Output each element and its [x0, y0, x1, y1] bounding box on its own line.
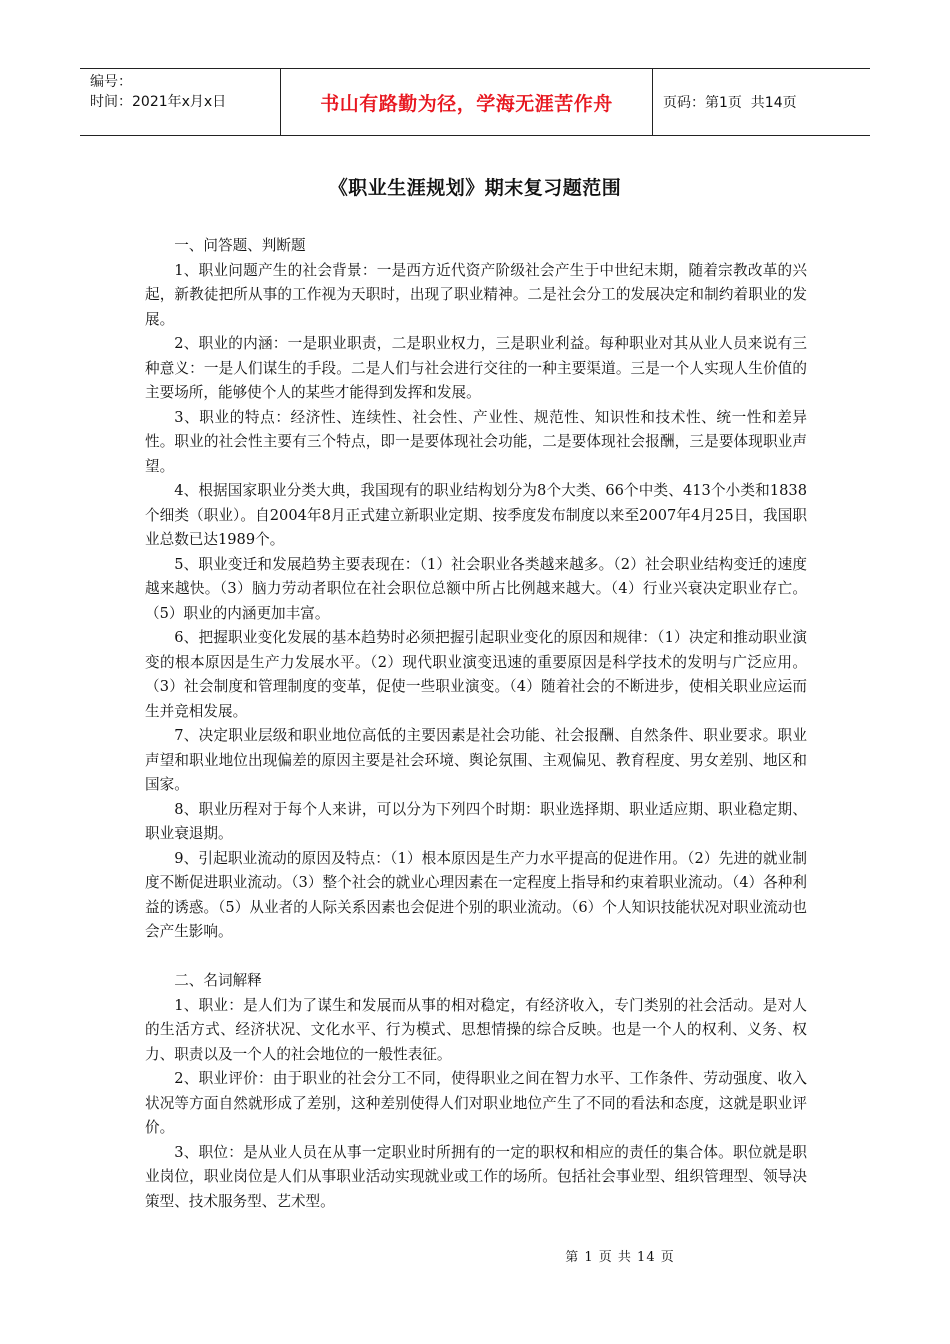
paragraph: 3、职业的特点：经济性、连续性、社会性、产业性、规范性、知识性和技术性、统一性和差异性。职业的社会性主要有三个特点，即一是要体现社会功能，二是要体现社会报酬，三是要体现职业声望。 [145, 408, 807, 475]
document-title: 《职业生涯规划》期末复习题范围 [328, 177, 622, 199]
document-date: 时间：2021年x月x日 [90, 94, 227, 110]
document-number-label: 编号： [90, 74, 132, 90]
paragraph: 2、职业评价：由于职业的社会分工不同，使得职业之间在智力水平、工作条件、劳动强度、收入状况等方面自然就形成了差别，这种差别使得人们对职业地位产生了不同的看法和态度，这就是职业评价。 [145, 1070, 807, 1136]
paragraph: 7、决定职业层级和职业地位高低的主要因素是社会功能、社会报酬、自然条件、职业要求。职业声望和职业地位出现偏差的原因主要是社会环境、舆论氛围、主观偏见、教育程度、男女差别、地区和国家。 [145, 727, 807, 793]
document-body [145, 234, 807, 1214]
section-heading: 二、名词解释 [174, 972, 262, 989]
header-page-info [653, 69, 870, 135]
page-footer: 第 1 页 共 14 页 [565, 1250, 675, 1265]
paragraph: 1、职业：是人们为了谋生和发展而从事的相对稳定，有经济收入，专门类别的社会活动。是对人的生活方式、经济状况、文化水平、行为模式、思想情操的综合反映。也是一个人的权利、义务、权力、职责以及一个人的社会地位的一般性表征。 [145, 996, 807, 1063]
paragraph: 5、职业变迁和发展趋势主要表现在：（1）社会职业各类越来越多。（2）社会职业结构变迁的速度越来越快。（3）脑力劳动者职位在社会职位总额中所占比例越来越大。（4）行业兴衰决定职业存亡。（5）职业的内涵更加丰富。 [145, 555, 807, 622]
paragraph: 8、职业历程对于每个人来讲，可以分为下列四个时期：职业选择期、职业适应期、职业稳定期、职业衰退期。 [145, 800, 807, 842]
paragraph: 6、把握职业变化发展的基本趋势时必须把握引起职业变化的原因和规律：（1）决定和推动职业演变的根本原因是生产力发展水平。（2）现代职业演变迅速的重要原因是科学技术的发明与广泛应用。（3）社会制度和管理制度的变革，促使一些职业演变。（4）随着社会的不断进步，使相关职业应运而生并竞相发展。 [145, 629, 807, 720]
page-info-text: 页码：第1页 共14页 [663, 95, 797, 111]
header-meta [80, 69, 281, 135]
paragraph: 9、引起职业流动的原因及特点：（1）根本原因是生产力水平提高的促进作用。（2）先进的就业制度不断促进职业流动。（3）整个社会的就业心理因素在一定程度上指导和约束着职业流动。（4）各种利益的诱惑。（5）从业者的人际关系因素也会促进个别的职业流动。（6）个人知识技能状况对职业流动也会产生影响。 [145, 849, 807, 940]
paragraph: 2、职业的内涵：一是职业职责，二是职业权力，三是职业利益。每种职业对其从业人员来说有三种意义：一是人们谋生的手段。二是人们与社会进行交往的一种主要渠道。三是一个人实现人生价值的主要场所，能够使个人的某些才能得到发挥和发展。 [145, 335, 807, 401]
paragraph: 4、根据国家职业分类大典，我国现有的职业结构划分为8个大类、66个中类、413个小类和1838个细类（职业）。自2004年8月正式建立新职业定期、按季度发布制度以来至2007年4月25日，我国职业总数已达1989个。 [145, 482, 807, 548]
paragraph: 3、职位：是从业人员在从事一定职业时所拥有的一定的职权和相应的责任的集合体。职位就是职业岗位，职业岗位是人们从事职业活动实现就业或工作的场所。包括社会事业型、组织管理型、领导决策型、技术服务型、艺术型。 [145, 1143, 807, 1210]
section-heading: 一、问答题、判断题 [174, 237, 306, 254]
paragraph: 1、职业问题产生的社会背景：一是西方近代资产阶级社会产生于中世纪末期，随着宗教改革的兴起，新教徒把所从事的工作视为天职时，出现了职业精神。二是社会分工的发展决定和制约着职业的发展。 [145, 261, 807, 328]
header-motto: 书山有路勤为径，学海无涯苦作舟 [281, 69, 653, 135]
page-header [80, 68, 870, 136]
